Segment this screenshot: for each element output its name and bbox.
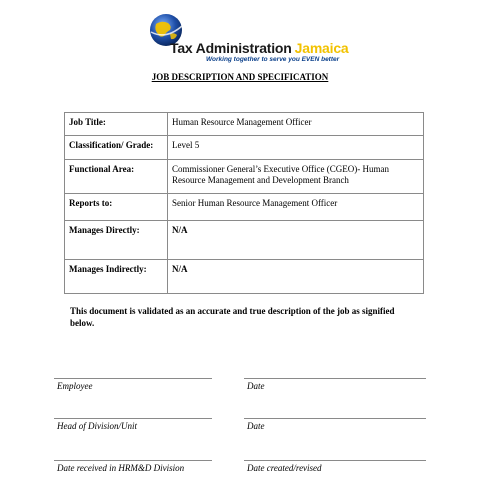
table-row-manages-indirectly: [65, 260, 424, 294]
row-label: Classification/ Grade:: [65, 136, 168, 160]
row-label: Reports to:: [65, 194, 168, 221]
table-row-manages-directly: [65, 221, 424, 260]
employee-signature-line: [54, 378, 212, 379]
head-date-line: [244, 418, 426, 419]
table-row-reports-to: [65, 194, 424, 221]
row-value: Senior Human Resource Management Officer: [168, 194, 424, 221]
employee-date-label: Date: [247, 381, 265, 391]
logo-title-main: Tax Administration: [170, 40, 292, 56]
created-line: [244, 460, 426, 461]
employee-label: Employee: [57, 381, 93, 391]
head-label: Head of Division/Unit: [57, 421, 137, 431]
head-signature-line: [54, 418, 212, 419]
tax-administration-logo: [148, 12, 349, 68]
created-label: Date created/revised: [247, 463, 322, 473]
row-value: N/A: [168, 221, 424, 260]
logo-title-accent: Jamaica: [294, 40, 349, 56]
validation-statement: This document is validated as an accurate and true description of the job as signified below.: [70, 306, 395, 328]
document-heading: JOB DESCRIPTION AND SPECIFICATION: [151, 72, 329, 82]
row-label: Manages Directly:: [65, 221, 168, 260]
logo-title: [170, 40, 349, 56]
row-label: Manages Indirectly:: [65, 260, 168, 294]
table-row-job-title: [65, 113, 424, 136]
received-label: Date received in HRM&D Division: [57, 463, 185, 473]
table-row-classification: [65, 136, 424, 160]
logo-tagline: Working together to serve you EVEN better: [206, 56, 340, 63]
table-row-functional-area: [65, 160, 424, 194]
row-value: N/A: [168, 260, 424, 294]
row-value: Commissioner General’s Executive Office (CGEO)- Human Resource Management and Development Branch: [168, 160, 424, 194]
employee-date-line: [244, 378, 426, 379]
head-date-label: Date: [247, 421, 265, 431]
received-line: [54, 460, 212, 461]
row-value: Human Resource Management Officer: [168, 113, 424, 136]
job-info-table: [64, 112, 424, 294]
row-label: Functional Area:: [65, 160, 168, 194]
row-value: Level 5: [168, 136, 424, 160]
row-label: Job Title:: [65, 113, 168, 136]
